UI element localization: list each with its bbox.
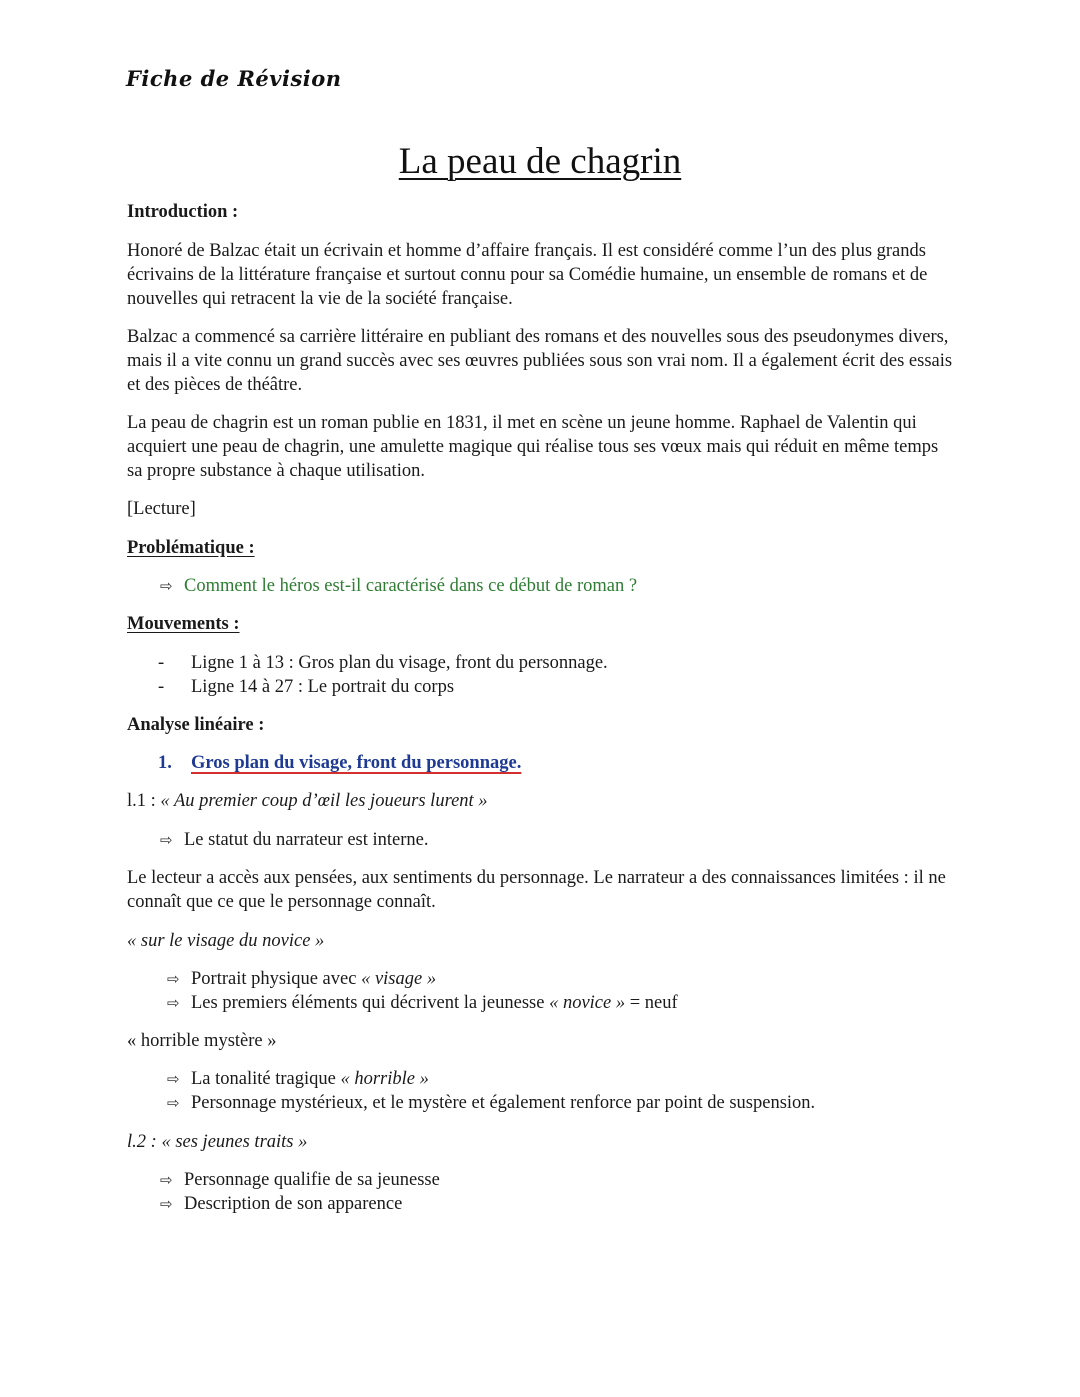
quote-l2: « ses jeunes traits » xyxy=(161,1132,308,1152)
quote-horrible: « horrible mystère » xyxy=(127,1031,277,1051)
tonalite-item: ⇨ La tonalité tragique « horrible » xyxy=(167,1069,429,1089)
right-arrow-icon: ⇨ xyxy=(160,1195,173,1213)
problematique-heading: Problématique : xyxy=(127,538,255,558)
mouvements-heading: Mouvements : xyxy=(127,614,240,634)
intro-paragraph-2: Balzac a commencé sa carrière littéraire en publiant des romans et des nouvelles sous des pseudonymes divers, mais il a vite connu un grand succès avec ses œuvres publiées sous son vrai nom. Il a également écrit des essais et des pièces de théâtre. xyxy=(127,327,953,396)
problematique-item xyxy=(160,574,637,598)
line-ref-2: l.2 : « ses jeunes traits » xyxy=(127,1132,308,1152)
qualifie-item: ⇨ Personnage qualifie de sa jeunesse xyxy=(160,1170,440,1190)
dash-bullet: - xyxy=(158,653,165,673)
lecture-note: [Lecture] xyxy=(127,499,196,519)
analyse-heading: Analyse linéaire : xyxy=(127,715,265,735)
quote-visage: « sur le visage du novice » xyxy=(127,931,325,951)
section-1-heading xyxy=(158,751,521,775)
right-arrow-icon: ⇨ xyxy=(167,1070,180,1088)
introduction-heading: Introduction : xyxy=(127,202,239,222)
dash-bullet: - xyxy=(158,677,165,697)
lecteur-paragraph: Le lecteur a accès aux pensées, aux sentiments du personnage. Le narrateur a des connaissances limitées : il ne connaît que ce que le personnage connaît. xyxy=(127,868,946,913)
mouvement-item-2: - Ligne 14 à 27 : Le portrait du corps xyxy=(158,677,455,697)
jeunesse-item: ⇨ Les premiers éléments qui décrivent la jeunesse « novice » = neuf xyxy=(167,993,678,1013)
narrateur-item: ⇨ Le statut du narrateur est interne. xyxy=(160,830,429,850)
intro-paragraph-1: Honoré de Balzac était un écrivain et homme d’affaire français. Il est considéré comme l’un des plus grands écrivains de la littérature française et surtout connu pour sa Comédie humaine, un ensemble de romans et de nouvelles qui retracent la vie de la société française. xyxy=(127,241,928,310)
problematique-question: Comment le héros est-il caractérisé dans ce début de roman ? xyxy=(184,576,638,596)
right-arrow-icon: ⇨ xyxy=(160,1171,173,1189)
section-number: 1. xyxy=(158,753,172,773)
header-label: Fiche de Révision xyxy=(126,66,342,91)
right-arrow-icon: ⇨ xyxy=(160,831,173,849)
right-arrow-icon: ⇨ xyxy=(167,970,180,988)
quote-l1: « Au premier coup d’œil les joueurs lurent » xyxy=(160,791,488,811)
mysterieux-item: ⇨ Personnage mystérieux, et le mystère et également renforce par point de suspension. xyxy=(167,1093,816,1113)
section-title: Gros plan du visage, front du personnage. xyxy=(191,753,522,773)
page-title: La peau de chagrin xyxy=(398,141,682,182)
intro-paragraph-3: La peau de chagrin est un roman publie en 1831, il met en scène un jeune homme. Raphael de Valentin qui acquiert une peau de chagrin, une amulette magique qui réalise tous ses vœux mais qui réduit en même temps sa propre substance à chaque utilisation. xyxy=(127,413,939,482)
line-ref-1: l.1 : « Au premier coup d’œil les joueurs lurent » xyxy=(127,791,488,811)
right-arrow-icon: ⇨ xyxy=(167,1094,180,1112)
apparence-item: ⇨ Description de son apparence xyxy=(160,1194,403,1214)
right-arrow-icon: ⇨ xyxy=(167,994,180,1012)
visage-item: ⇨ Portrait physique avec « visage » xyxy=(167,969,437,989)
mouvement-item-1: - Ligne 1 à 13 : Gros plan du visage, front du personnage. xyxy=(158,653,608,673)
right-arrow-icon: ⇨ xyxy=(160,577,173,595)
